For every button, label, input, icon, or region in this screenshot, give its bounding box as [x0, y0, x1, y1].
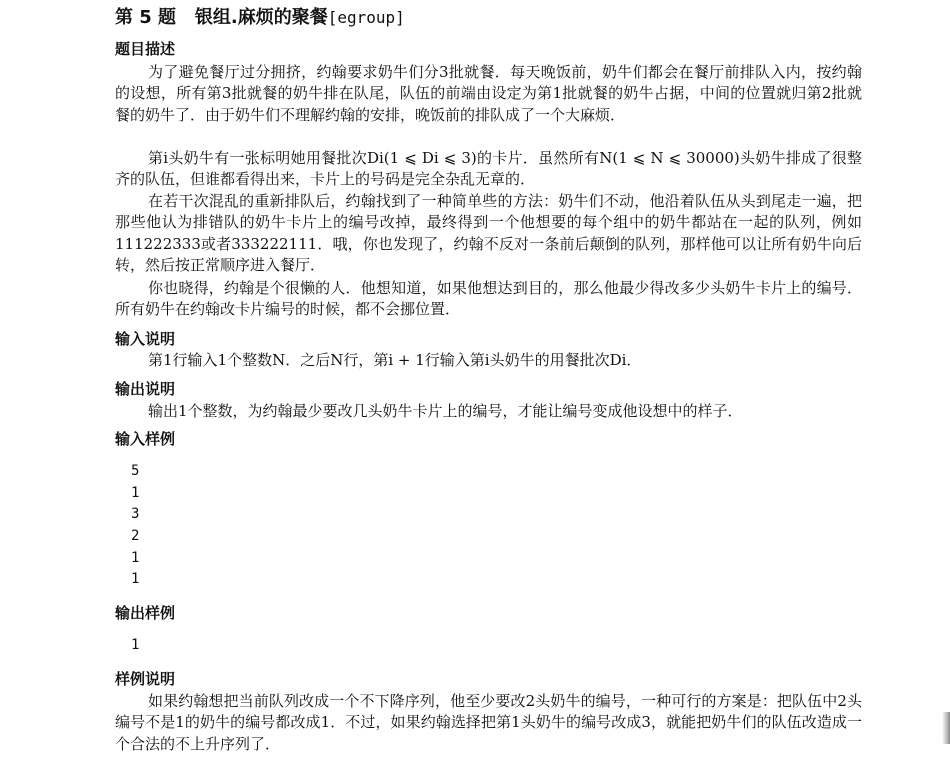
- input-spec-text: 第1行输入1个整数N．之后N行，第i + 1行输入第i头奶牛的用餐批次Di．: [148, 351, 642, 369]
- description-paragraph-3: 在若干次混乱的重新排队后，约翰找到了一种简单些的方法：奶牛们不动，他沿着队伍从头到尾走一遍，把那些他认为排错队的奶牛卡片上的编号改掉，最终得到一个他想要的每个组中的奶牛都站在一起的队列，例如111222333或者333222111．哦，你也发现了，约翰不反对一条前后颠倒的队列，那样他可以让所有奶牛向后转，然后按正常顺序进入餐厅．: [115, 192, 862, 274]
- sample-input-line: 3: [131, 506, 140, 523]
- description-paragraph-2: 第i头奶牛有一张标明她用餐批次Di(1 ⩽ Di ⩽ 3)的卡片．虽然所有N(1 ⩽ N ⩽ 30000)头奶牛排成了很整齐的队伍，但谁都看得出来，卡片上的号码是完全杂乱无章的．: [115, 149, 862, 189]
- sample-explanation-text: 如果约翰想把当前队列改成一个不下降序列，他至少要改2头奶牛的编号，一种可行的方案是：把队伍中2头编号不是1的奶牛的编号都改成1．不过，如果约翰选择把第1头奶牛的编号改成3，就能把奶牛们的队伍改造成一个合法的不上升序列了．: [115, 692, 862, 753]
- sample-explanation-heading: 样例说明: [115, 670, 176, 688]
- problem-number: 第 5 题: [115, 7, 177, 28]
- sample-output-block: [131, 635, 139, 657]
- sample-output-heading: 输出样例: [115, 604, 176, 622]
- sample-input-line: 1: [131, 484, 140, 501]
- problem-title: [115, 3, 405, 29]
- sample-input-line: 1: [131, 549, 140, 566]
- sample-input-block: [131, 461, 139, 591]
- scrollbar-edge[interactable]: [942, 712, 950, 744]
- sample-input-line: 1: [131, 571, 140, 588]
- output-spec-text: 输出1个整数，为约翰最少要改几头奶牛卡片上的编号，才能让编号变成他设想中的样子．: [148, 402, 743, 420]
- sample-input-line: 5: [131, 463, 140, 479]
- problem-name: 银组.麻烦的聚餐: [194, 7, 328, 28]
- sample-input-line: 2: [131, 528, 140, 545]
- description-paragraph-4: 你也晓得，约翰是个很懒的人．他想知道，如果他想达到目的，那么他最少得改多少头奶牛卡片上的编号．所有奶牛在约翰改卡片编号的时候，都不会挪位置．: [115, 279, 862, 319]
- sample-input-heading: 输入样例: [115, 430, 176, 448]
- problem-tag: [egroup]: [327, 8, 405, 27]
- description-paragraph-1: 为了避免餐厅过分拥挤，约翰要求奶牛们分3批就餐．每天晚饭前，奶牛们都会在餐厅前排队入内，按约翰的设想，所有第3批就餐的奶牛排在队尾，队伍的前端由设定为第1批就餐的奶牛占据，中间的位置就归第2批就餐的奶牛了．由于奶牛们不理解约翰的安排，晚饭前的排队成了一个大麻烦．: [115, 63, 862, 124]
- input-spec-heading: 输入说明: [115, 330, 176, 348]
- description-heading: 题目描述: [115, 40, 176, 58]
- sample-output-line: 1: [131, 637, 140, 653]
- output-spec-heading: 输出说明: [115, 380, 176, 398]
